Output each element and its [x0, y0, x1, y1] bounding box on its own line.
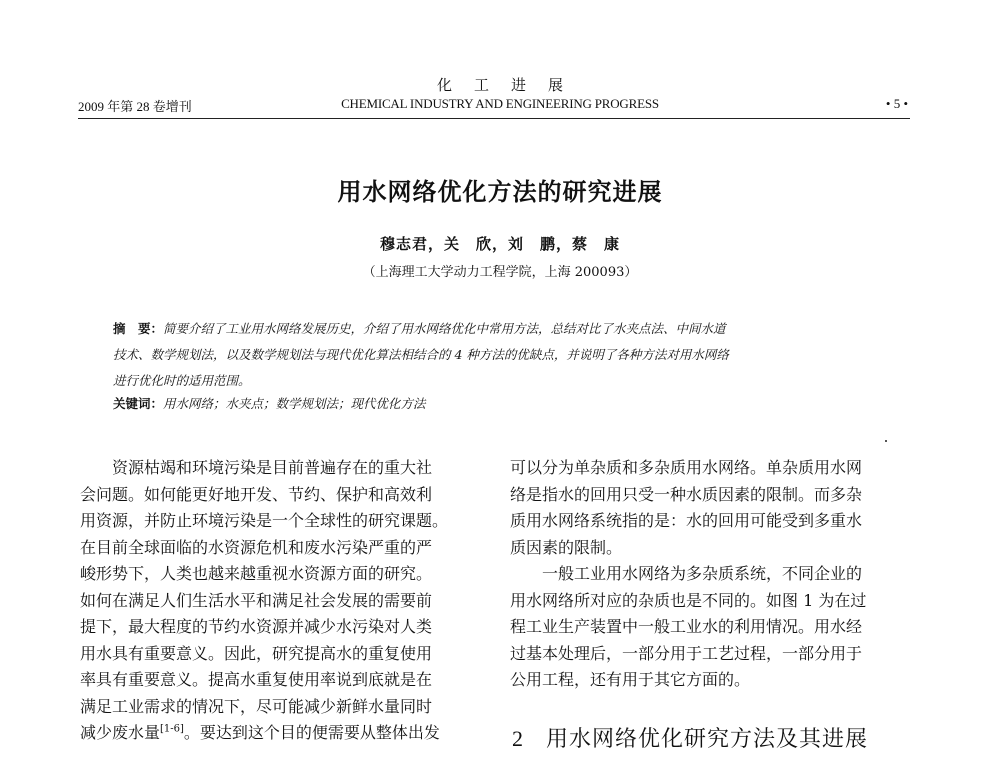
body-text: 。要达到这个目的便需要从整体出发: [183, 723, 440, 742]
body-text: 减少废水量: [80, 723, 161, 742]
abstract-text: 简要介绍了工业用水网络发展历史，介绍了用水网络优化中常用方法，总结对比了水夹点法、中间水道: [163, 321, 726, 336]
body-line: 在目前全球面临的水资源危机和废水污染严重的严: [80, 537, 433, 557]
body-line: 质用水网络系统指的是：水的回用可能受到多重水: [510, 511, 863, 530]
body-line: 络是指水的回用只受一种水质因素的限制。而多杂: [510, 484, 863, 504]
body-line: 质因素的限制。: [510, 537, 623, 557]
scan-artifact: [885, 440, 887, 442]
abstract-line: [113, 316, 893, 342]
abstract-line: 进行优化时的适用范围。: [113, 373, 251, 388]
body-line: 用资源，并防止环境污染是一个全球性的研究课题。: [80, 511, 449, 530]
body-line: 满足工业需求的情况下，尽可能减少新鲜水量同时: [80, 696, 433, 716]
body-line: 会问题。如何能更好地开发、节约、保护和高效利: [80, 484, 433, 504]
journal-name-chinese: 化工进展: [436, 76, 585, 94]
author-affiliation: （上海理工大学动力工程学院，上海 200093）: [362, 265, 638, 280]
body-line: 如何在满足人们生活水平和满足社会发展的需要前: [80, 590, 433, 610]
body-line: 程工业生产装置中一般工业水的利用情况。用水经: [510, 617, 863, 636]
abstract-line: 技术、数学规划法，以及数学规划法与现代优化算法相结合的 4 种方法的优缺点，并说明了各种方法对用水网络: [113, 347, 729, 362]
header-rule: [78, 118, 910, 119]
abstract-label: 摘 要：: [113, 321, 164, 336]
keywords-text: 用水网络；水夹点；数学规划法；现代优化方法: [163, 396, 426, 411]
body-column-right: [510, 455, 910, 694]
body-line: 资源枯竭和环境污染是目前普遍存在的重大社: [112, 458, 433, 477]
body-column-left: [80, 455, 472, 747]
page-number: • 5 •: [885, 96, 908, 111]
abstract: [113, 316, 893, 394]
body-line: 过基本处理后，一部分用于工艺过程，一部分用于: [510, 643, 863, 663]
issue-info: 2009 年第 28 卷增刊: [78, 99, 192, 114]
section-number: 2: [512, 726, 524, 751]
keywords-label: 关键词：: [113, 396, 164, 411]
section-title: 用水网络优化研究方法及其进展: [546, 727, 869, 752]
body-line: 率具有重要意义。提高水重复使用率说到底就是在: [80, 670, 433, 689]
citation: [1-6]: [160, 723, 184, 735]
body-line: [80, 720, 472, 747]
keywords: [113, 394, 426, 412]
body-line: 峻形势下，人类也越来越重视水资源方面的研究。: [80, 564, 433, 583]
body-line: 用水具有重要意义。因此，研究提高水的重复使用: [80, 643, 433, 663]
body-line: 公用工程，还有用于其它方面的。: [510, 670, 751, 689]
body-line: 一般工业用水网络为多杂质系统，不同企业的: [542, 564, 863, 583]
section-heading: [512, 722, 868, 753]
body-line: 提下，最大程度的节约水资源并减少水污染对人类: [80, 617, 433, 636]
article-authors: 穆志君，关 欣，刘 鹏，蔡 康: [379, 235, 620, 253]
body-line: 用水网络所对应的杂质也是不同的。如图 1 为在过: [510, 590, 867, 610]
journal-name-english: CHEMICAL INDUSTRY AND ENGINEERING PROGRESS: [341, 96, 659, 111]
body-line: 可以分为单杂质和多杂质用水网络。单杂质用水网: [510, 458, 863, 477]
article-title: 用水网络优化方法的研究进展: [337, 178, 663, 206]
